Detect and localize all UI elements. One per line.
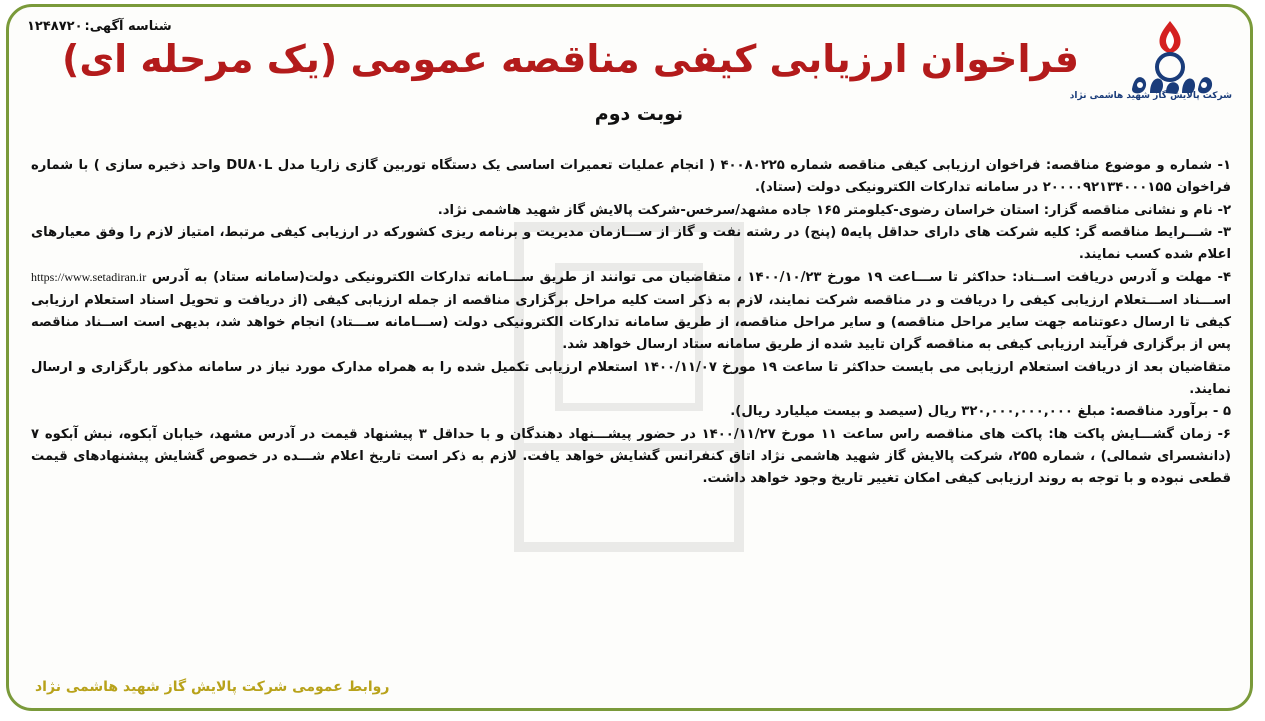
ad-number-value: ۱۲۴۸۷۲۰ bbox=[27, 19, 83, 34]
paragraph-6: ۵ - برآورد مناقصه: مبلغ ۳۲۰,۰۰۰,۰۰۰,۰۰۰ ریال (سیصد و بیست میلیارد ریال). bbox=[730, 404, 1231, 420]
paragraph-7: ۶- زمان گشـــایش پاکت ها: پاکت های مناقصه راس ساعت ۱۱ مورخ ۱۴۰۰/۱۱/۲۷ در حضور پیشـــنهاد دهندگان و با حداقل ۳ پیشنهاد قیمت در آدرس مشهد، خیابان آبکوه، نبش آبکوه ۷ (دانشسرای شمالی) ، شماره ۲۵۵، شرکت پالایش گاز شهید هاشمی نژاد اتاق کنفرانس گشایش خواهد یافت. لازم به ذکر است تاریخ اعلام شـــده در خصوص گشایش پیشنهادهای قیمت قطعی نبوده و با توجه به روند ارزیابی کیفی امکان تغییر تاریخ وجود خواهد داشت. bbox=[31, 426, 1231, 487]
page-title: فراخوان ارزیابی کیفی مناقصه عمومی (یک مرحله ای) bbox=[61, 37, 1079, 81]
logo-caption: شرکت پالایش گاز شهید هاشمی نژاد bbox=[1069, 91, 1232, 101]
setad-url-link[interactable]: https://www.setadiran.ir bbox=[31, 270, 147, 285]
announcement-frame bbox=[6, 4, 1253, 711]
nigc-flame-logo-icon bbox=[1069, 17, 1232, 127]
paragraph-4-part-2: اســـناد اســـتعلام ارزیابی کیفی را دریافت و در مناقصه شرکت نمایند، لازم به ذکر است کلیه مراحل برگزاری مناقصه از جمله ارزیابی کیفی (از دریافت و تحویل اسناد استعلام ارزیابی کیفی تا ارسال دعوتنامه جهت سایر مراحل مناقصه) و سایر مراحل مناقصه، از طریق سامانه تدارکات الکترونیکی دولت (ســـامانه ســـتاد) انجام خواهد شد، بدیهی است اســناد مناقصه پس از برگزاری فرآیند ارزیابی کیفی به مناقصه گران تایید شده از طریق سامانه ستاد ارسال خواهد شد. bbox=[31, 292, 1231, 353]
footer-public-relations: روابط عمومی شرکت پالایش گاز شهید هاشمی نژاد bbox=[35, 679, 390, 695]
paragraph-4 bbox=[31, 266, 1231, 356]
announcement-body bbox=[31, 155, 1231, 490]
ad-number-label: شناسه آگهی: bbox=[84, 19, 172, 34]
paragraph-2: ۲- نام و نشانی مناقصه گزار: استان خراسان رضوی-کیلومتر ۱۶۵ جاده مشهد/سرخس-شرکت پالایش گاز شهید هاشمی نژاد. bbox=[437, 202, 1231, 218]
paragraph-1: ۱- شماره و موضوع مناقصه: فراخوان ارزیابی کیفی مناقصه شماره ۴۰۰۸۰۲۲۵ ( انجام عملیات تعمیرات اساسی یک دستگاه توربین گازی زاریا مدل DU۸۰L واحد ذخیره سازی ) با شماره فراخوان ۲۰۰۰۰۹۲۱۳۴۰۰۰۱۵۵ در سامانه تدارکات الکترونیکی دولت (ستاد). bbox=[31, 158, 1231, 196]
paragraph-3: ۳- شـــرایط مناقصه گر: کلیه شرکت های دارای حداقل پایه۵ (پنج) در رشته نفت و گاز از ســـازمان مدیریت و برنامه ریزی کشورکه در ارزیابی کیفی مرتبط، امتیاز لازم را وفق معیارهای اعلام شده کسب نمایند. bbox=[31, 224, 1231, 263]
ad-number bbox=[27, 19, 172, 34]
page-subtitle: نوبت دوم bbox=[594, 103, 684, 125]
paragraph-5: متقاضیان بعد از دریافت استعلام ارزیابی می بایست حداکثر تا ساعت ۱۹ مورخ ۱۴۰۰/۱۱/۰۷ استعلام ارزیابی تکمیل شده را به همراه مدارک مورد نیاز در سامانه مذکور بارگزاری و ارسال نمایند. bbox=[31, 359, 1231, 397]
paragraph-4-part-1: ۴- مهلت و آدرس دریافت اســناد: حداکثر تا ســـاعت ۱۹ مورخ ۱۴۰۰/۱۰/۲۳ ، متقاضیان می توانند از طریق ســـامانه تدارکات الکترونیکی دولت(سامانه ستاد) به آدرس bbox=[151, 270, 1232, 286]
